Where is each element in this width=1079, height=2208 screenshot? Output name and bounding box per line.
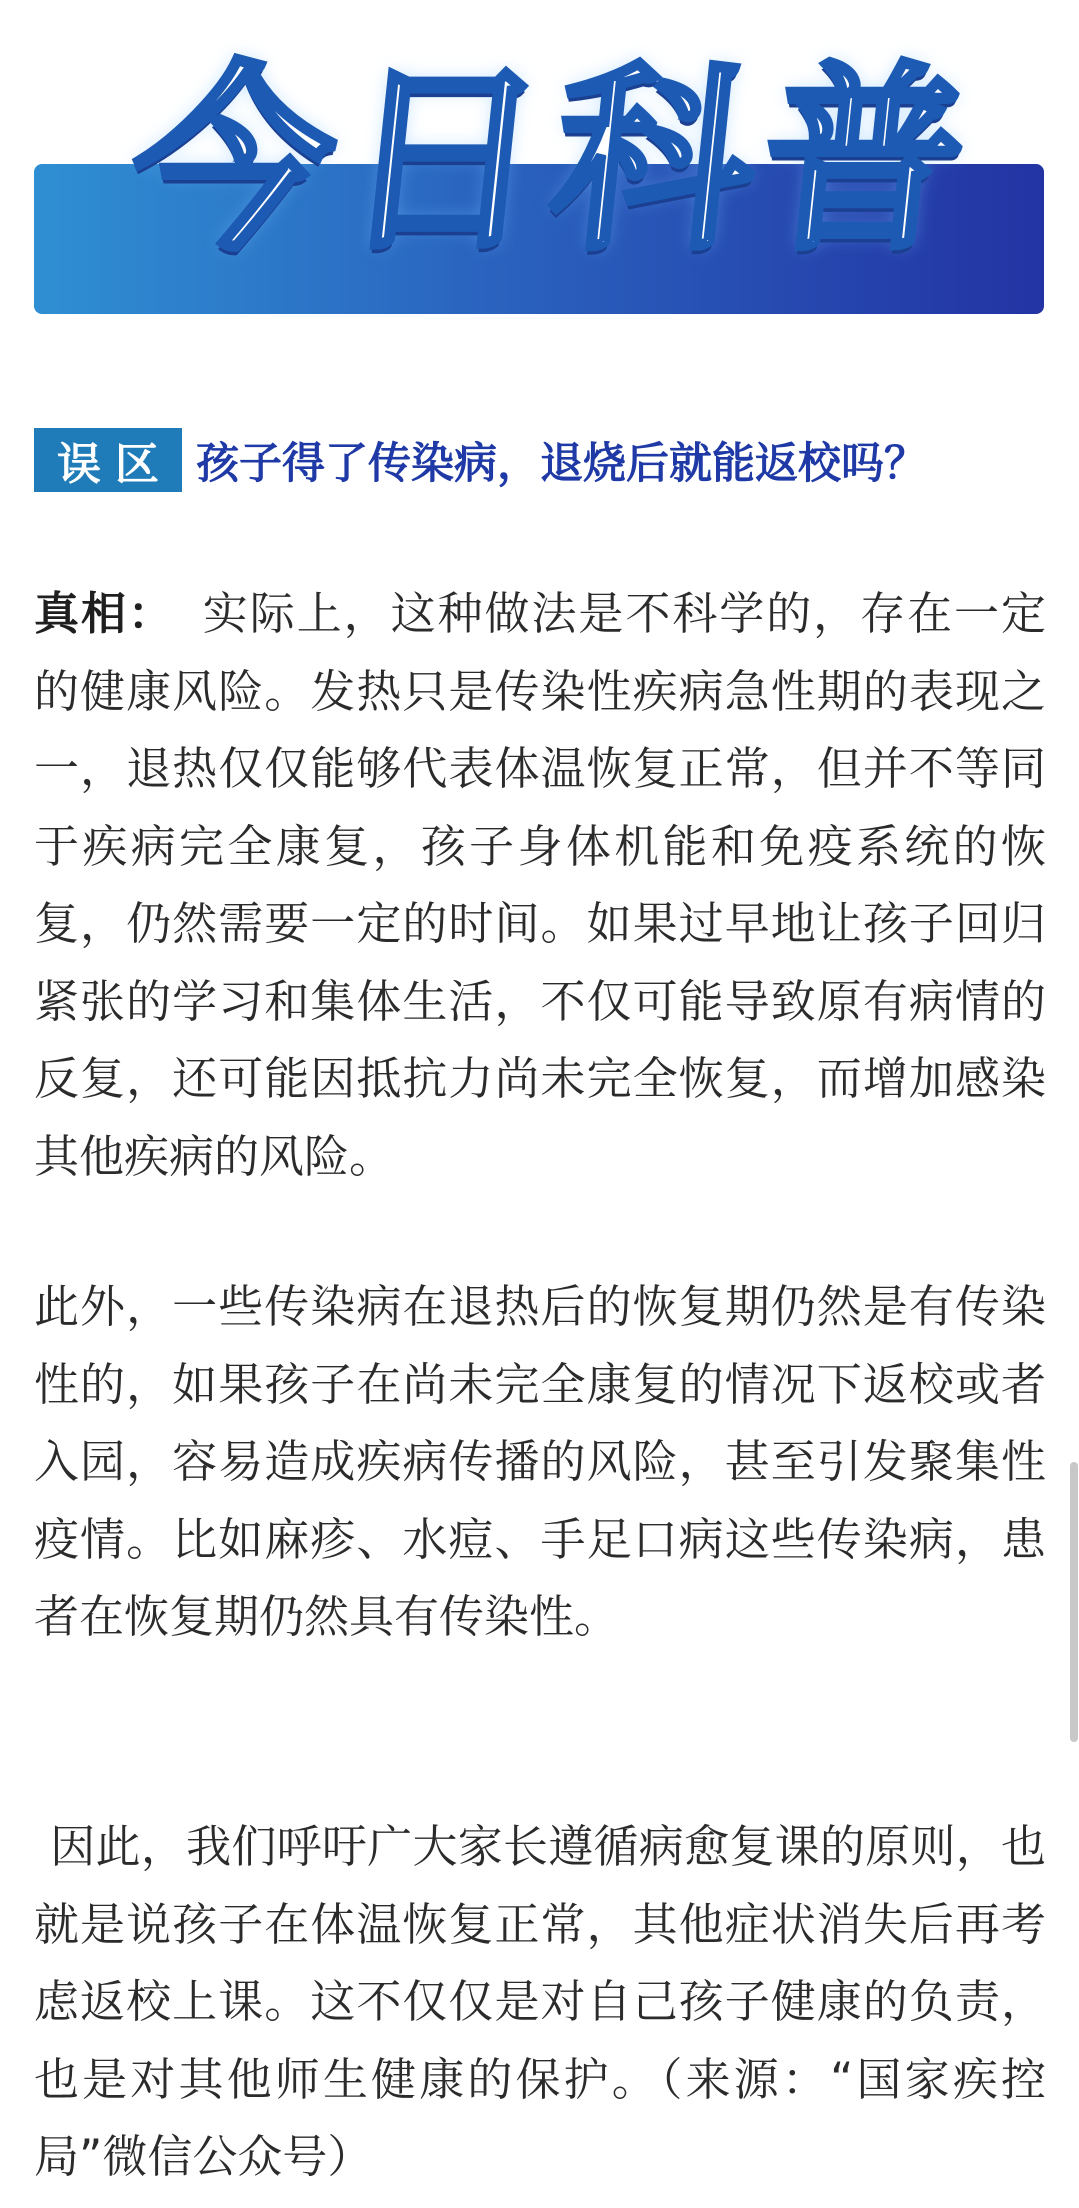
- truth-paragraph: [34, 575, 1046, 1195]
- banner-char-2: 日: [331, 43, 557, 278]
- paragraph-3-text: 因此，我们呼吁广大家长遵循病愈复课的原则，也就是说孩子在体温恢复正常，其他症状消失后再考虑返校上课。这不仅仅是对自己孩子健康的负责，也是对其他师生健康的保护。: [34, 1820, 1046, 2106]
- source-note: （来源：“国家疾控局”微信公众号）: [34, 2052, 1046, 2183]
- myth-question: 孩子得了传染病，退烧后就能返校吗？: [196, 438, 927, 489]
- truth-text: 实际上，这种做法是不科学的，存在一定的健康风险。发热只是传染性疾病急性期的表现之一，退热仅仅能够代表体温恢复正常，但并不等同于疾病完全康复，孩子身体机能和免疫系统的恢复，仍然需要一定的时间。如果过早地让孩子回归紧张的学习和集体生活，不仅可能导致原有病情的反复，还可能因抵抗力尚未完全恢复，而增加感染其他疾病的风险。: [34, 587, 1046, 1183]
- paragraph-2: 此外，一些传染病在退热后的恢复期仍然是有传染性的，如果孩子在尚未完全康复的情况下返校或者入园，容易造成疾病传播的风险，甚至引发聚集性疫情。比如麻疹、水痘、手足口病这些传染病，患者在恢复期仍然具有传染性。: [34, 1280, 1046, 1643]
- paragraph-3: [34, 1808, 1046, 2196]
- banner-char-4: 普: [751, 43, 977, 278]
- scrollbar[interactable]: [1070, 1462, 1078, 1742]
- myth-heading: [34, 428, 1044, 492]
- myth-tag: 误区: [34, 428, 182, 492]
- banner: [34, 36, 1044, 316]
- banner-char-3: 科: [541, 43, 767, 278]
- truth-label: 真相：: [34, 587, 175, 640]
- banner-title: [121, 36, 977, 286]
- banner-char-1: 今: [121, 43, 347, 278]
